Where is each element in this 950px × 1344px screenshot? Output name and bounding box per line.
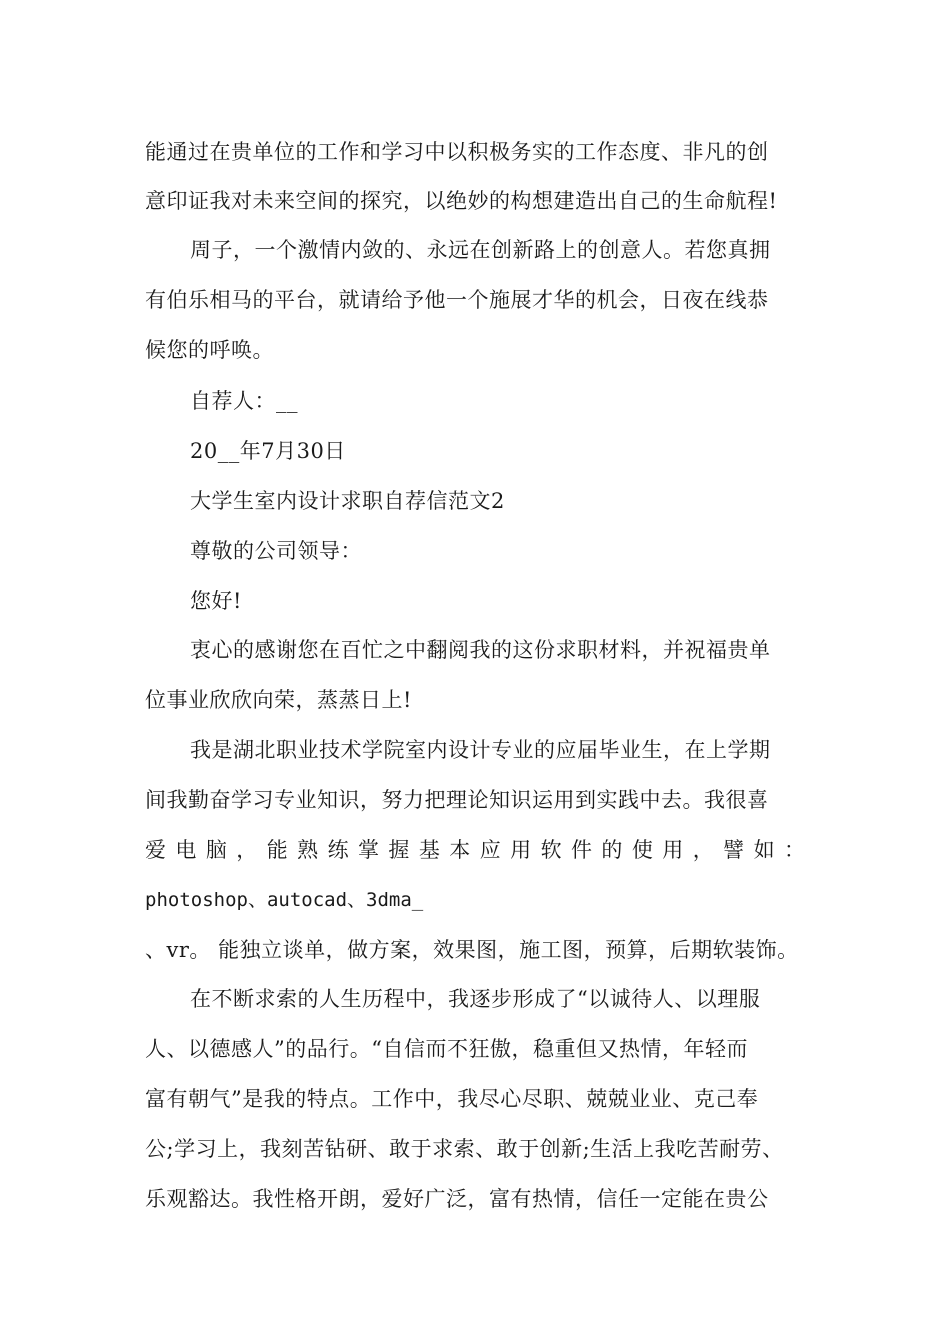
paragraph-start-line: 衷心的感谢您在百忙之中翻阅我的这份求职材料，并祝福贵单 (190, 638, 771, 662)
greeting: 您好! (190, 589, 242, 613)
text-line: 间我勤奋学习专业知识，努力把理论知识运用到实践中去。我很喜 (145, 788, 769, 812)
signature-line: 自荐人：__ (190, 389, 298, 413)
paragraph-start-line: 在不断求索的人生历程中，我逐步形成了“以诚待人、以理服 (190, 987, 761, 1011)
text-line: 公;学习上，我刻苦钻研、敢于求索、敢于创新;生活上我吃苦耐劳、 (145, 1137, 784, 1161)
text-line: 富有朝气”是我的特点。工作中，我尽心尽职、兢兢业业、克己奉 (145, 1087, 759, 1111)
text-line: 乐观豁达。我性格开朗，爱好广泛，富有热情，信任一定能在贵公 (145, 1187, 769, 1211)
text-line: 人、以德感人”的品行。“自信而不狂傲，稳重但又热情，年轻而 (145, 1037, 748, 1061)
paragraph-start-line: 我是湖北职业技术学院室内设计专业的应届毕业生，在上学期 (190, 738, 771, 762)
text-line: photoshop、autocad、3dma_ (145, 889, 424, 911)
text-line: 意印证我对未来空间的探究，以绝妙的构想建造出自己的生命航程! (145, 189, 778, 213)
text-line: 位事业欣欣向荣，蒸蒸日上! (145, 688, 412, 712)
text-line: 有伯乐相马的平台，就请给予他一个施展才华的机会，日夜在线恭 (145, 288, 769, 312)
text-line: 、vr。 能独立谈单，做方案，效果图，施工图，预算，后期软装饰。 (145, 938, 799, 962)
salutation: 尊敬的公司领导： (190, 539, 362, 563)
date-line: 20__年7月30日 (190, 439, 346, 463)
paragraph-start-line: 周子，一个激情内敛的、永远在创新路上的创意人。若您真拥 (190, 238, 771, 262)
text-line: 候您的呼唤。 (145, 338, 274, 362)
text-line: 能通过在贵单位的工作和学习中以积极务实的工作态度、非凡的创 (145, 140, 769, 164)
section-heading: 大学生室内设计求职自荐信范文2 (190, 489, 505, 513)
text-line: 爱电脑，能熟练掌握基本应用软件的使用，譬如： (145, 838, 805, 862)
